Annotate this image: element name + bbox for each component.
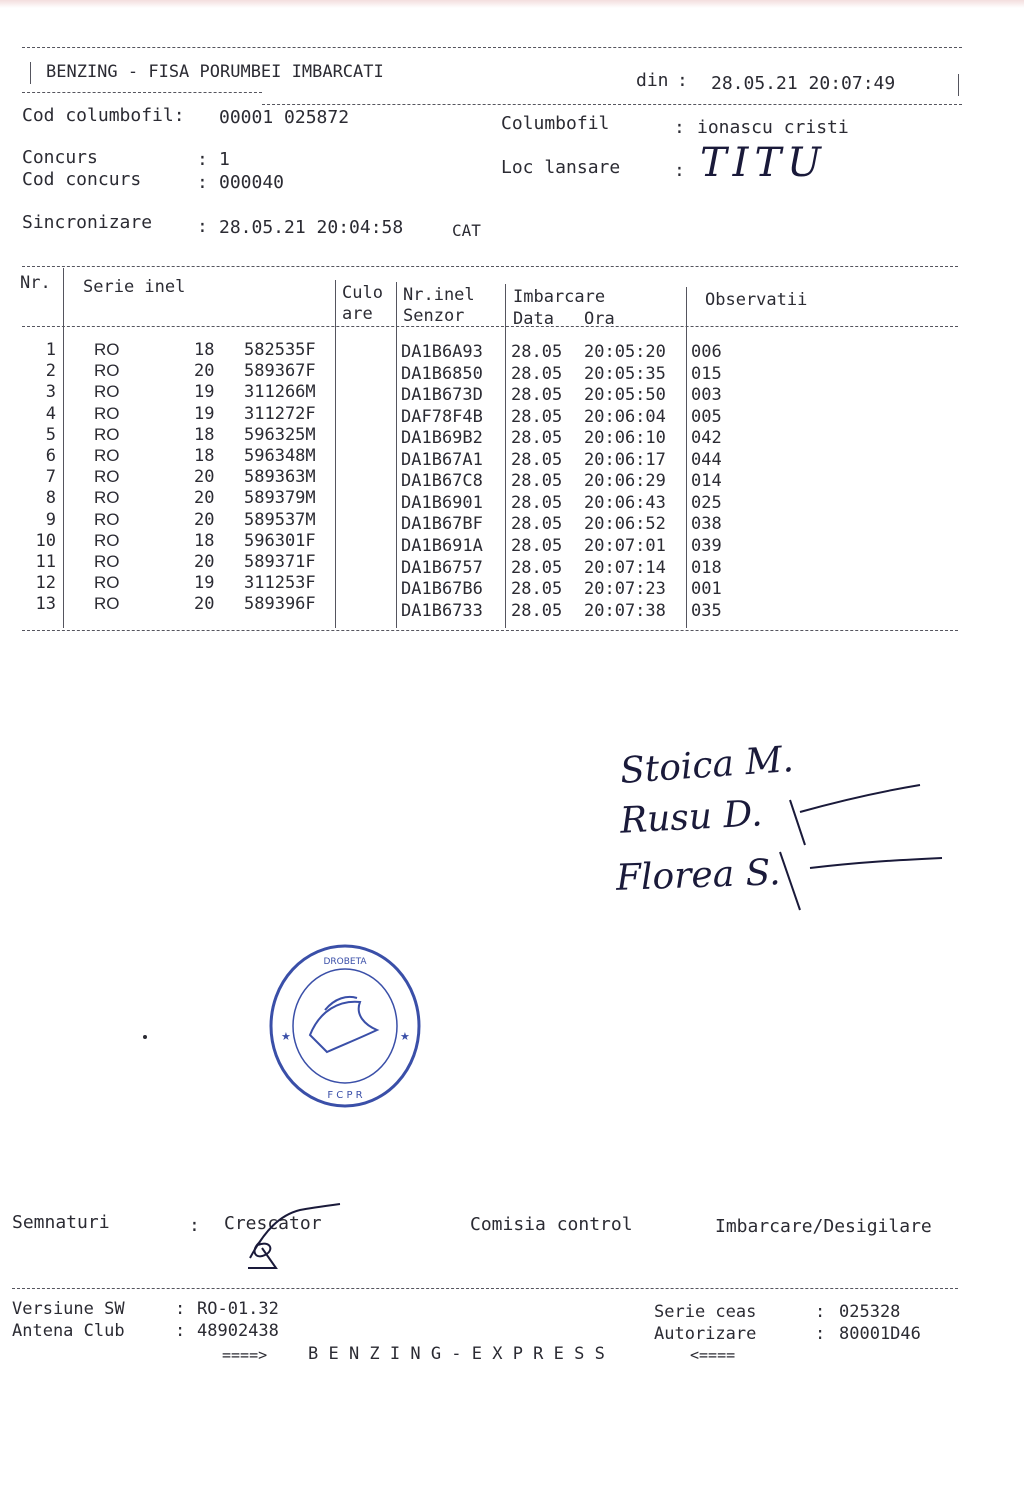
cell-senzor: DA1B673D — [401, 385, 483, 406]
serie-ceas-label: Serie ceas — [654, 1302, 757, 1322]
table-row — [0, 467, 1024, 492]
cell-tara: RO — [94, 594, 120, 614]
cell-data: 28.05 — [511, 492, 563, 513]
cell-ora: 20:06:52 — [584, 514, 666, 535]
table-row — [0, 530, 1024, 556]
loc-lansare-label: Loc lansare — [501, 157, 621, 178]
cell-obs: 038 — [691, 514, 722, 535]
club-stamp-icon — [265, 940, 425, 1112]
cell-senzor: DA1B6901 — [401, 492, 483, 513]
cell-data: 28.05 — [511, 579, 563, 600]
cell-data: 28.05 — [511, 600, 563, 621]
cell-tara: RO — [94, 382, 120, 402]
cell-senzor: DAF78F4B — [401, 406, 483, 427]
cell-senzor: DA1B6850 — [401, 363, 483, 384]
cell-senzor: DA1B67BF — [401, 514, 483, 535]
report-date-value: 28.05.21 20:07:49 — [711, 73, 896, 94]
cell-an: 20 — [194, 552, 215, 572]
table-bottom-rule — [22, 630, 958, 631]
cell-an: 19 — [194, 403, 215, 424]
cell-senzor: DA1B6757 — [401, 557, 483, 578]
cell-nr: 3 — [45, 382, 56, 403]
cell-ora: 20:07:01 — [584, 535, 666, 556]
th-observatii: Observatii — [705, 290, 808, 310]
cell-an: 20 — [194, 488, 215, 509]
th-nr: Nr. — [20, 273, 51, 293]
signature-stoica: Stoica M. — [618, 738, 795, 793]
th-imbarcare: Imbarcare — [513, 287, 606, 307]
cell-data: 28.05 — [511, 471, 563, 492]
cell-nr: 1 — [45, 340, 56, 360]
cell-an: 18 — [194, 446, 215, 466]
table-row — [0, 509, 1024, 535]
cell-nr: 12 — [35, 573, 56, 594]
cell-data: 28.05 — [511, 449, 563, 470]
cell-obs: 042 — [691, 428, 722, 449]
cell-an: 18 — [194, 424, 215, 445]
table-row — [0, 361, 1024, 382]
cell-ora: 20:07:23 — [584, 579, 666, 600]
svg-text:DROBETA: DROBETA — [323, 957, 367, 967]
table-top-rule — [22, 266, 958, 267]
cell-nr: 2 — [45, 361, 56, 382]
cell-ora: 20:07:38 — [584, 600, 666, 621]
cell-serie: 596348M — [244, 446, 316, 466]
versiune-sw-value: RO-01.32 — [197, 1299, 279, 1319]
autorizare-value: 80001D46 — [839, 1324, 921, 1344]
cell-serie: 589537M — [244, 509, 316, 530]
th-culoare-1: Culo — [342, 283, 383, 303]
cell-serie: 589367F — [244, 361, 316, 382]
cell-an: 20 — [194, 467, 215, 488]
header-mid-rule — [22, 92, 262, 93]
th-serie-inel: Serie inel — [83, 277, 186, 297]
table-row — [0, 424, 1024, 449]
svg-text:★: ★ — [400, 1030, 410, 1043]
sincronizare-value: 28.05.21 20:04:58 — [219, 217, 404, 238]
cell-an: 19 — [194, 382, 215, 403]
cell-tara: RO — [94, 573, 120, 593]
cell-tara: RO — [94, 446, 120, 465]
paper-top-edge — [0, 0, 1024, 8]
th-data: Data — [513, 309, 554, 329]
cell-data: 28.05 — [511, 557, 563, 578]
cell-obs: 039 — [691, 535, 722, 556]
autorizare-label: Autorizare — [654, 1324, 757, 1344]
cell-ora: 20:06:29 — [584, 471, 666, 492]
cell-obs: 035 — [691, 600, 722, 621]
cell-senzor: DA1B67C8 — [401, 471, 483, 492]
th-ora: Ora — [584, 309, 615, 329]
table-header-rule — [22, 326, 958, 327]
report-title: BENZING - FISA PORUMBEI IMBARCATI — [46, 62, 384, 82]
sincronizare-label: Sincronizare — [22, 212, 153, 233]
antena-club-value: 48902438 — [197, 1321, 279, 1341]
cell-nr: 8 — [45, 488, 56, 509]
brand-arrow-left: ====> — [222, 1346, 268, 1364]
cell-tara: RO — [94, 488, 120, 508]
cod-concurs-label: Cod concurs — [22, 169, 142, 190]
cell-data: 28.05 — [511, 535, 563, 556]
cell-senzor: DA1B67B6 — [401, 579, 483, 600]
header-right-bar — [958, 74, 959, 96]
brand-arrow-right: <==== — [690, 1346, 736, 1364]
imbarcare-desigilare-label: Imbarcare/Desigilare — [715, 1216, 932, 1237]
cell-ora: 20:05:35 — [584, 363, 666, 384]
cell-serie: 582535F — [244, 340, 316, 360]
cell-an: 18 — [194, 530, 215, 551]
header-bottom-rule — [262, 104, 962, 105]
concurs-label: Concurs — [22, 147, 98, 168]
cod-columbofil-label: Cod columbofil: — [22, 105, 185, 126]
header-top-rule — [22, 47, 962, 48]
cell-tara: RO — [94, 403, 120, 423]
table-row — [0, 573, 1024, 600]
cell-nr: 6 — [45, 446, 56, 466]
cell-serie: 589363M — [244, 467, 316, 488]
cell-ora: 20:06:04 — [584, 406, 666, 427]
cell-an: 19 — [194, 573, 215, 594]
cell-obs: 018 — [691, 557, 722, 578]
cell-ora: 20:07:14 — [584, 557, 666, 578]
cell-tara: RO — [94, 552, 120, 571]
cell-obs: 005 — [691, 406, 722, 427]
columbofil-value: ionascu cristi — [697, 117, 849, 138]
svg-text:F C P R: F C P R — [327, 1090, 363, 1101]
table-row — [0, 488, 1024, 513]
crescator-signature — [240, 1200, 350, 1275]
table-row — [0, 552, 1024, 578]
th-nr-inel: Nr.inel — [403, 285, 475, 305]
cell-tara: RO — [94, 467, 120, 487]
cell-nr: 11 — [35, 552, 56, 572]
cell-ora: 20:06:10 — [584, 428, 666, 449]
cell-nr: 10 — [35, 530, 56, 551]
cell-serie: 311266M — [244, 382, 316, 403]
table-row — [0, 594, 1024, 621]
concurs-value: 1 — [219, 149, 230, 170]
semnaturi-label: Semnaturi — [12, 1212, 110, 1233]
table-row — [0, 382, 1024, 406]
cell-tara: RO — [94, 509, 120, 529]
cell-an: 18 — [194, 340, 215, 360]
cell-tara: RO — [94, 361, 120, 381]
cell-obs: 025 — [691, 492, 722, 513]
cod-columbofil-value: 00001 025872 — [219, 107, 350, 128]
cell-senzor: DA1B69B2 — [401, 428, 483, 449]
sincronizare-timezone: CAT — [452, 221, 481, 240]
cell-nr: 7 — [45, 467, 56, 488]
header-left-bar — [30, 62, 31, 84]
cell-nr: 9 — [45, 509, 56, 530]
cell-ora: 20:06:17 — [584, 449, 666, 470]
serie-ceas-value: 025328 — [839, 1302, 901, 1322]
brand-name: B E N Z I N G - E X P R E S S — [308, 1344, 605, 1364]
antena-club-label: Antena Club — [12, 1321, 125, 1341]
table-row — [0, 404, 1024, 425]
cell-nr: 13 — [35, 594, 56, 615]
cell-serie: 596301F — [244, 530, 316, 551]
cell-serie: 596325M — [244, 424, 316, 445]
cell-data: 28.05 — [511, 406, 563, 427]
cell-obs: 006 — [691, 342, 722, 362]
versiune-sw-label: Versiune SW — [12, 1299, 125, 1319]
cell-data: 28.05 — [511, 342, 563, 362]
cell-tara: RO — [94, 340, 120, 359]
cell-tara: RO — [94, 530, 120, 550]
svg-text:★: ★ — [281, 1030, 291, 1043]
report-date-label: din — [636, 70, 669, 91]
cell-obs: 014 — [691, 471, 722, 492]
cell-nr: 4 — [45, 403, 56, 424]
comisia-control-label: Comisia control — [470, 1214, 633, 1235]
cell-serie: 589371F — [244, 552, 316, 572]
cell-an: 20 — [194, 594, 215, 615]
signature-florea: Florea S. — [615, 852, 782, 899]
cell-an: 20 — [194, 509, 215, 530]
cell-data: 28.05 — [511, 428, 563, 449]
cell-senzor: DA1B6A93 — [401, 342, 483, 362]
loc-lansare-value-handwritten: TITU — [700, 140, 827, 186]
cell-obs: 044 — [691, 449, 722, 470]
cell-ora: 20:05:20 — [584, 342, 666, 362]
cell-tara: RO — [94, 424, 120, 444]
signature-rusu: Rusu D. — [619, 793, 764, 842]
cod-concurs-value: 000040 — [219, 172, 285, 193]
cell-obs: 001 — [691, 579, 722, 600]
th-senzor: Senzor — [403, 306, 465, 326]
columbofil-label: Columbofil — [501, 113, 610, 134]
cell-serie: 311253F — [244, 573, 316, 594]
cell-senzor: DA1B6733 — [401, 600, 483, 621]
cell-ora: 20:06:43 — [584, 492, 666, 513]
cell-obs: 003 — [691, 385, 722, 406]
crescator-label: Crescator — [224, 1213, 322, 1234]
cell-an: 20 — [194, 361, 215, 382]
th-culoare-2: are — [342, 304, 373, 324]
cell-serie: 589396F — [244, 594, 316, 615]
cell-serie: 311272F — [244, 403, 316, 424]
cell-senzor: DA1B67A1 — [401, 449, 483, 470]
cell-ora: 20:05:50 — [584, 385, 666, 406]
table-row — [0, 446, 1024, 470]
table-row — [0, 340, 1024, 361]
cell-data: 28.05 — [511, 385, 563, 406]
cell-obs: 015 — [691, 363, 722, 384]
footer-rule — [12, 1288, 958, 1289]
cell-data: 28.05 — [511, 514, 563, 535]
cell-senzor: DA1B691A — [401, 535, 483, 556]
ink-dot — [143, 1035, 147, 1039]
cell-nr: 5 — [45, 424, 56, 445]
cell-serie: 589379M — [244, 488, 316, 509]
signature-strokes — [600, 740, 960, 920]
cell-data: 28.05 — [511, 363, 563, 384]
